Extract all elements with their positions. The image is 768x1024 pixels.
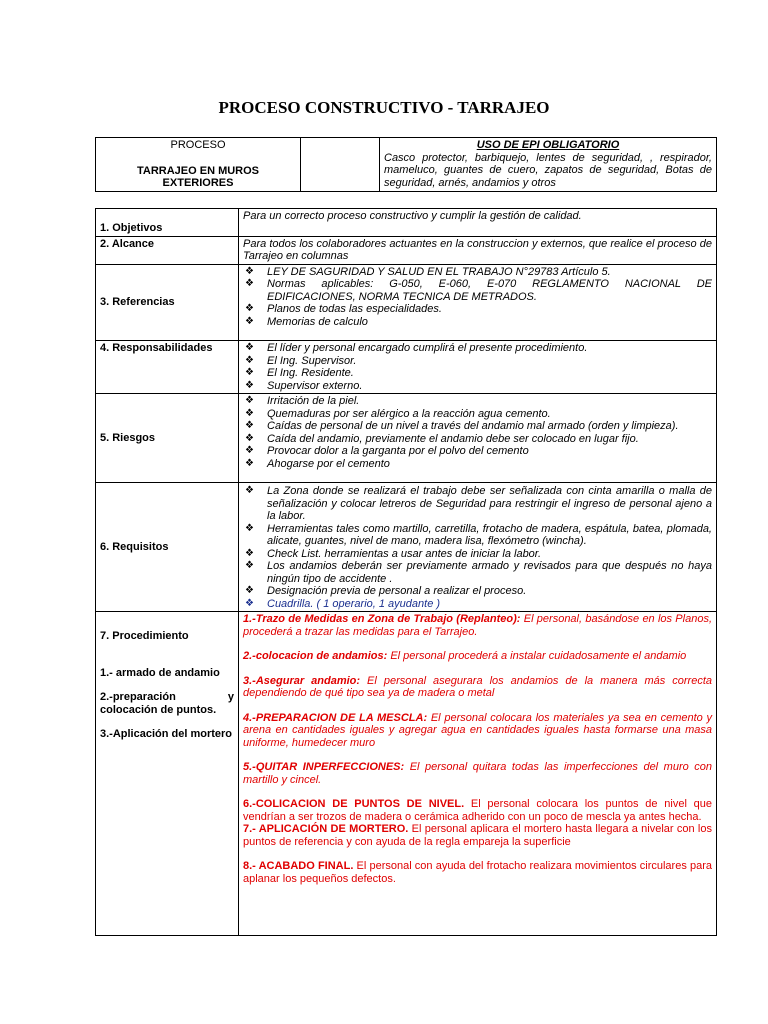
requisito-item: ❖ La Zona donde se realizará el trabajo debe ser señalizada con cinta amarilla o malla de señalización y colocar letreros de Seguridad para restringir el ingreso de personal ajeno a la labor. (243, 485, 712, 523)
requisito-item-cuadrilla: ❖ Cuadrilla. ( 1 operario, 1 ayudante ) (243, 598, 712, 611)
requisito-item: ❖ Herramientas tales como martillo, carretilla, frotacho de madera, espátula, batea, plomada, alicate, guantes, nivel de mano, madera lisa, flexómetro (wincha). (243, 523, 712, 548)
responsabilidad-item: ❖ Supervisor externo. (243, 380, 712, 393)
empty-cell (301, 138, 380, 192)
responsabilidad-item: ❖ El Ing. Supervisor. (243, 355, 712, 368)
proceso-label: PROCESO (170, 139, 226, 151)
procedimiento-title: 7. Procedimiento (100, 630, 189, 642)
step-head: 3.-Asegurar andamio: (243, 674, 361, 687)
procedimiento-sublabel: 3.-Aplicación del mortero (100, 728, 233, 740)
epi-cell (380, 138, 717, 192)
step-head: 5.-QUITAR INPERFECCIONES: (243, 761, 405, 773)
referencia-item: ❖ Planos de todas las especialidades. (243, 303, 712, 316)
step-head: 8.- ACABADO FINAL. (243, 860, 354, 872)
referencias-list-cell (239, 264, 717, 341)
requisitos-list-cell (239, 483, 717, 612)
row-label-responsabilidades: 4. Responsabilidades (96, 341, 239, 394)
step-head: 1.-Trazo de Medidas en Zona de Trabajo (Replanteo): (243, 613, 521, 625)
requisito-item: ❖ Check List. herramientas a usar antes de iniciar la labor. (243, 548, 712, 561)
riesgo-item: ❖ Caída del andamio, previamente el andamio debe ser colocado en lugar fijo. (243, 433, 712, 446)
step (243, 798, 712, 823)
referencia-item: ❖ LEY DE SAGURIDAD Y SALUD EN EL TRABAJO N°29783 Artículo 5. (243, 266, 712, 279)
requisito-item: ❖ Designación previa de personal a realizar el proceso. (243, 585, 712, 598)
page-title: PROCESO CONSTRUCTIVO - TARRAJEO (218, 98, 550, 117)
referencia-item: ❖ Memorias de calculo (243, 316, 712, 329)
step (243, 823, 712, 848)
step (243, 613, 712, 638)
step (243, 650, 712, 663)
step-body: El personal colocara los puntos de nivel que vendrían a ser trozos de madera o cerámica adherido con un poco de mescla ya antes hecha. (243, 798, 713, 823)
responsabilidad-item: ❖ El Ing. Residente. (243, 367, 712, 380)
riesgo-item: ❖ Quemaduras por ser alérgico a la reacción agua cemento. (243, 408, 712, 421)
step (243, 860, 712, 885)
riesgo-item: ❖ Caídas de personal de un nivel a través del andamio mal armado (orden y limpieza). (243, 420, 712, 433)
proceso-cell (96, 138, 301, 192)
step-head: 6.-COLICACION DE PUNTOS DE NIVEL. (243, 798, 465, 810)
riesgo-item: ❖ Irritación de la piel. (243, 395, 712, 408)
requisito-item: ❖ Los andamios deberán ser previamente armado y revisados para que después no haya ningún tipo de accidente . (243, 560, 712, 585)
step-head: 4.-PREPARACION DE LA MESCLA: (243, 711, 428, 724)
procedimiento-steps-cell (239, 612, 717, 936)
epi-text: Casco protector, barbiquejo, lentes de seguridad, , respirador, mameluco, guantes de cuero, zapatos de seguridad, Botas de seguridad, arnés, andamios y otros (384, 151, 712, 189)
step-body: El personal asegurara los andamios de la manera más correcta dependiendo de qué tipo sea ya de madera o metal (243, 674, 713, 699)
step (243, 712, 712, 750)
row-label-requisitos: 6. Requisitos (96, 483, 239, 612)
header-table (95, 137, 717, 192)
responsabilidades-list-cell (239, 341, 717, 394)
riesgos-list-cell (239, 394, 717, 483)
step-body: El personal quitara todas las imperfecciones del muro con martillo y cincel. (243, 761, 712, 786)
step-body: El personal procederá a instalar cuidadosamente el andamio (387, 650, 687, 662)
step-head: 7.- APLICACIÓN DE MORTERO. (243, 823, 409, 835)
procedimiento-sublabel: 2.-preparación y colocación de puntos. (100, 691, 234, 716)
referencia-item: ❖ Normas aplicables: G-050, E-060, E-070 REGLAMENTO NACIONAL DE EDIFICACIONES, NORMA TECNICA DE METRADOS. (243, 278, 712, 303)
procedure-table (95, 208, 717, 936)
step-head: 2.-colocacion de andamios: (243, 650, 388, 662)
step (243, 675, 712, 700)
step-body: El personal aplicara el mortero hasta llegara a nivelar con los puntos de referencia y con ayuda de la regla empareja la superficie (243, 823, 712, 848)
row-label-objetivos: 1. Objetivos (96, 209, 239, 237)
proceso-value: TARRAJEO EN MUROS EXTERIORES (136, 164, 260, 189)
step-body: El personal con ayuda del frotacho realizara movimientos circulares para aplanar los pequeños defectos. (243, 860, 712, 885)
procedimiento-sublabel: 1.- armado de andamio (100, 666, 220, 679)
row-label-referencias: 3. Referencias (96, 264, 239, 341)
step-body: El personal colocara los materiales ya sea en cemento y arena en cantidades iguales y agregar agua en cantidades iguales hasta formarse una masa uniforme, humedecer muro (243, 711, 712, 749)
alcance-text: Para todos los colaboradores actuantes en la construccion y externos, que realice el proceso de Tarrajeo en columnas (239, 236, 717, 264)
responsabilidad-item: ❖ El líder y personal encargado cumplirá el presente procedimiento. (243, 342, 712, 355)
riesgo-item: ❖ Ahogarse por el cemento (243, 458, 712, 471)
row-label-riesgos: 5. Riesgos (96, 394, 239, 483)
epi-title: USO DE EPI OBLIGATORIO (476, 139, 620, 151)
riesgo-item: ❖ Provocar dolor a la garganta por el polvo del cemento (243, 445, 712, 458)
objetivos-text: Para un correcto proceso constructivo y cumplir la gestión de calidad. (239, 209, 717, 237)
step-body: El personal, basándose en los Planos, procederá a trazar las medidas para el Tarrajeo. (243, 613, 712, 638)
row-label-alcance: 2. Alcance (96, 236, 239, 264)
row-label-procedimiento (96, 612, 239, 936)
step (243, 761, 712, 786)
